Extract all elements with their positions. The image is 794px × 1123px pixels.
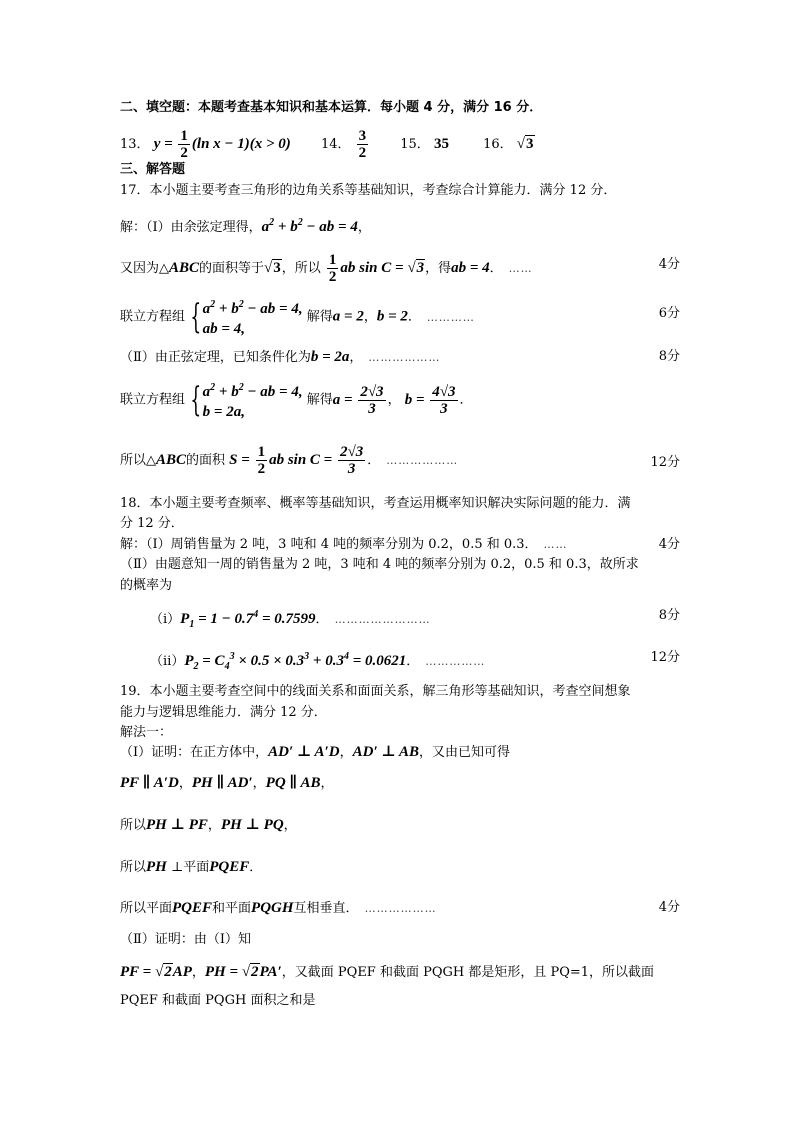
section3-heading: 三、解答题 bbox=[120, 162, 186, 177]
p17-line5: 联立方程组 { $a^2 + b^2$ − ab = 4, b = 2a, 解得a = $\frac{2√3}{3}$ ， b = $\frac{4√3}{3}$ ． bbox=[120, 380, 473, 420]
q15-label: 15． bbox=[400, 137, 430, 152]
p18-intro-1: 18．本小题主要考查频率、概率等基础知识，考查运用概率知识解决实际问题的能力．满 bbox=[120, 496, 631, 511]
p17-line6: 所以△ABC的面积 S = $\frac{1}{2}$ ab sin C = $\frac{2√3}{3}$ ． ……………… bbox=[120, 444, 459, 477]
p18-part-ii: $(ⅱ)P_2 = C_4^3 \times 0.5 \times 0.3^3 + 0.3^4 = 0.0621$． …………… bbox=[150, 651, 486, 672]
p19-line3: 所以PH ⊥ PF，PH ⊥ PQ， bbox=[120, 817, 297, 833]
q15-answer: 35 bbox=[433, 136, 449, 152]
q16-answer: √3 bbox=[516, 136, 534, 152]
p19-line5: 所以平面PQEF和平面PQGH互相垂直． ……………… bbox=[120, 900, 437, 916]
p18-intro-2: 分 12 分． bbox=[120, 516, 184, 531]
p19-line6: （Ⅱ）证明：由（Ⅰ）知 bbox=[120, 932, 251, 947]
p17-line1: 解：（Ⅰ）由余弦定理得，$a^2 + b^2$ − ab = 4， bbox=[120, 217, 371, 235]
p18-score-12: 12分 bbox=[650, 650, 680, 665]
p19-line4: 所以PH ⊥平面PQEF． bbox=[120, 859, 263, 875]
p18-line1: 解：（Ⅰ）周销售量为 2 吨，3 吨和 4 吨的频率分别为 0.2，0.5 和 0.3． …… bbox=[120, 537, 568, 552]
p17-line4: （Ⅱ）由正弦定理，已知条件化为b = 2a， ……………… bbox=[120, 349, 441, 365]
q13-label: 13． bbox=[120, 137, 150, 152]
p19-line8: PQEF 和截面 PQGH 面积之和是 bbox=[120, 993, 316, 1008]
p19-line2: PF ∥ A′D，PH ∥ AD′，PQ ∥ AB， bbox=[120, 775, 334, 791]
p17-score-8: 8分 bbox=[658, 349, 680, 364]
p17-score-12: 12分 bbox=[650, 455, 680, 470]
p19-line1: （Ⅰ）证明：在正方体中，AD′ ⊥ A′D，AD′ ⊥ AB，又由已知可得 bbox=[120, 744, 511, 760]
p19-method: 解法一： bbox=[120, 725, 173, 740]
p18-part-i: $(ⅰ)P_1 = 1 - 0.7^4 = 0.7599$． …………………… bbox=[150, 609, 431, 630]
q14-answer: $\frac{3}{2}$ bbox=[358, 128, 367, 161]
p17-score-4: 4分 bbox=[658, 257, 680, 272]
section2-heading: 二、填空题：本题考查基本知识和基本运算．每小题 4 分，满分 16 分． bbox=[120, 100, 543, 115]
p18-score-8: 8分 bbox=[658, 608, 680, 623]
p17-line2: 又因为△ABC的面积等于√3，所以 $\frac{1}{2}$ ab sin C = √3，得ab = 4． …… bbox=[120, 252, 533, 285]
p18-line3: 的概率为 bbox=[120, 578, 173, 593]
p19-score-4: 4分 bbox=[658, 900, 680, 915]
q13-answer: y = $\frac{1}{2}$ (ln x − 1)(x > 0) bbox=[153, 128, 291, 162]
p17-intro: 17．本小题主要考查三角形的边角关系等基础知识，考查综合计算能力．满分 12 分． bbox=[120, 183, 617, 198]
p19-intro-2: 能力与逻辑思维能力．满分 12 分． bbox=[120, 705, 327, 720]
p19-line7: PF = √2AP，PH = √2PA′，又截面 PQEF 和截面 PQGH 都是矩形，且 PQ=1，所以截面 bbox=[120, 964, 655, 980]
p17-line3: 联立方程组 { $a^2 + b^2$ − ab = 4, ab = 4, 解得a = 2，b = 2． ………… bbox=[120, 297, 475, 337]
q14-label: 14． bbox=[320, 137, 351, 152]
p18-score-4: 4分 bbox=[658, 537, 680, 552]
p18-line2: （Ⅱ）由题意知一周的销售量为 2 吨，3 吨和 4 吨的频率分别为 0.2，0.5 和 0.3，故所求 bbox=[120, 557, 639, 572]
answers-line bbox=[120, 128, 535, 161]
p19-intro-1: 19．本小题主要考查空间中的线面关系和面面关系，解三角形等基础知识，考查空间想象 bbox=[120, 684, 631, 699]
p17-score-6: 6分 bbox=[658, 306, 680, 321]
q16-label: 16． bbox=[483, 137, 513, 152]
